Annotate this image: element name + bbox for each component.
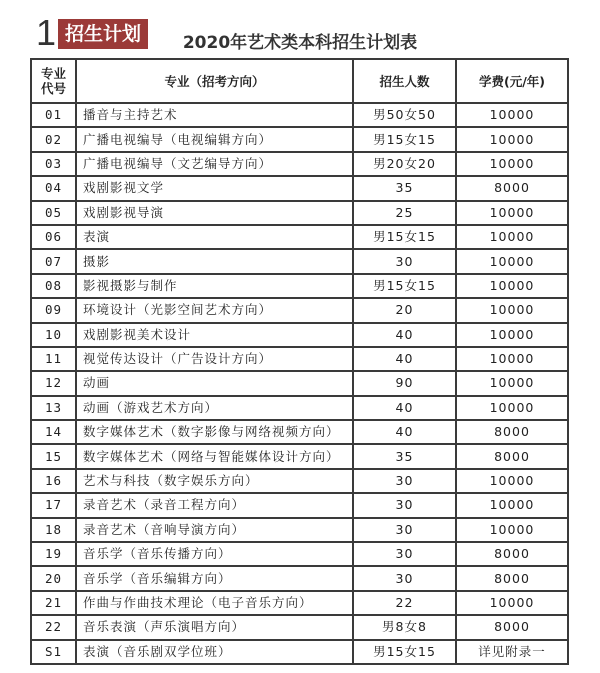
table-row <box>31 518 568 542</box>
cell-count: 40 <box>353 420 456 444</box>
cell-fee: 10000 <box>456 591 568 615</box>
cell-fee: 8000 <box>456 444 568 468</box>
table-row <box>31 396 568 420</box>
cell-major: 影视摄影与制作 <box>76 274 353 298</box>
cell-fee: 10000 <box>456 225 568 249</box>
header-fee: 学费(元/年) <box>456 59 568 103</box>
table-row <box>31 493 568 517</box>
cell-major: 动画 <box>76 371 353 395</box>
cell-code: 01 <box>31 103 76 127</box>
cell-major: 戏剧影视美术设计 <box>76 323 353 347</box>
table-row <box>31 201 568 225</box>
cell-count: 30 <box>353 518 456 542</box>
cell-code: 04 <box>31 176 76 200</box>
table-row <box>31 469 568 493</box>
cell-major: 作曲与作曲技术理论（电子音乐方向） <box>76 591 353 615</box>
cell-code: 13 <box>31 396 76 420</box>
section-heading <box>36 12 148 53</box>
cell-count: 20 <box>353 298 456 322</box>
cell-count: 男15女15 <box>353 274 456 298</box>
cell-fee: 10000 <box>456 274 568 298</box>
cell-count: 男20女20 <box>353 152 456 176</box>
cell-major: 视觉传达设计（广告设计方向） <box>76 347 353 371</box>
cell-fee: 详见附录一 <box>456 640 568 664</box>
table-row <box>31 371 568 395</box>
cell-count: 40 <box>353 323 456 347</box>
cell-count: 30 <box>353 493 456 517</box>
cell-count: 35 <box>353 444 456 468</box>
cell-count: 30 <box>353 249 456 273</box>
cell-code: 18 <box>31 518 76 542</box>
cell-fee: 8000 <box>456 176 568 200</box>
cell-major: 音乐表演（声乐演唱方向） <box>76 615 353 639</box>
cell-code: S1 <box>31 640 76 664</box>
cell-code: 10 <box>31 323 76 347</box>
section-badge: 招生计划 <box>58 19 148 49</box>
cell-code: 16 <box>31 469 76 493</box>
cell-code: 07 <box>31 249 76 273</box>
cell-fee: 10000 <box>456 347 568 371</box>
cell-count: 男15女15 <box>353 640 456 664</box>
table-row <box>31 591 568 615</box>
cell-count: 90 <box>353 371 456 395</box>
cell-fee: 10000 <box>456 127 568 151</box>
cell-major: 摄影 <box>76 249 353 273</box>
cell-major: 播音与主持艺术 <box>76 103 353 127</box>
cell-code: 17 <box>31 493 76 517</box>
cell-fee: 10000 <box>456 152 568 176</box>
table-row <box>31 225 568 249</box>
cell-count: 30 <box>353 469 456 493</box>
cell-major: 数字媒体艺术（网络与智能媒体设计方向） <box>76 444 353 468</box>
cell-fee: 10000 <box>456 298 568 322</box>
cell-major: 录音艺术（录音工程方向） <box>76 493 353 517</box>
cell-count: 25 <box>353 201 456 225</box>
cell-code: 08 <box>31 274 76 298</box>
cell-major: 音乐学（音乐传播方向） <box>76 542 353 566</box>
table-row <box>31 347 568 371</box>
table-row <box>31 420 568 444</box>
cell-major: 戏剧影视导演 <box>76 201 353 225</box>
cell-fee: 10000 <box>456 103 568 127</box>
cell-major: 艺术与科技（数字娱乐方向） <box>76 469 353 493</box>
cell-count: 男15女15 <box>353 127 456 151</box>
cell-fee: 10000 <box>456 469 568 493</box>
cell-major: 数字媒体艺术（数字影像与网络视频方向） <box>76 420 353 444</box>
cell-fee: 10000 <box>456 518 568 542</box>
cell-code: 03 <box>31 152 76 176</box>
cell-count: 30 <box>353 566 456 590</box>
cell-major: 环境设计（光影空间艺术方向） <box>76 298 353 322</box>
cell-major: 广播电视编导（电视编辑方向） <box>76 127 353 151</box>
header-major: 专业（招考方向） <box>76 59 353 103</box>
header-count: 招生人数 <box>353 59 456 103</box>
cell-code: 05 <box>31 201 76 225</box>
cell-code: 11 <box>31 347 76 371</box>
cell-code: 02 <box>31 127 76 151</box>
cell-count: 男15女15 <box>353 225 456 249</box>
table-row <box>31 176 568 200</box>
table-row <box>31 127 568 151</box>
cell-fee: 10000 <box>456 371 568 395</box>
cell-major: 录音艺术（音响导演方向） <box>76 518 353 542</box>
table-row <box>31 298 568 322</box>
table-row <box>31 640 568 664</box>
cell-code: 19 <box>31 542 76 566</box>
page-title: 2020年艺术类本科招生计划表 <box>182 33 418 53</box>
cell-fee: 10000 <box>456 323 568 347</box>
cell-fee: 10000 <box>456 396 568 420</box>
cell-count: 40 <box>353 347 456 371</box>
table-row <box>31 323 568 347</box>
cell-code: 21 <box>31 591 76 615</box>
cell-fee: 10000 <box>456 249 568 273</box>
cell-count: 男8女8 <box>353 615 456 639</box>
cell-major: 戏剧影视文学 <box>76 176 353 200</box>
table-row <box>31 249 568 273</box>
cell-count: 40 <box>353 396 456 420</box>
cell-fee: 8000 <box>456 566 568 590</box>
table-row <box>31 103 568 127</box>
cell-fee: 10000 <box>456 201 568 225</box>
cell-code: 06 <box>31 225 76 249</box>
cell-count: 男50女50 <box>353 103 456 127</box>
cell-code: 22 <box>31 615 76 639</box>
table-row <box>31 615 568 639</box>
table-row <box>31 274 568 298</box>
cell-count: 30 <box>353 542 456 566</box>
cell-fee: 10000 <box>456 493 568 517</box>
cell-major: 表演 <box>76 225 353 249</box>
cell-code: 09 <box>31 298 76 322</box>
header-code-line2: 代号 <box>40 81 66 96</box>
cell-major: 动画（游戏艺术方向） <box>76 396 353 420</box>
section-number: 1 <box>36 12 57 53</box>
table-header-row <box>31 59 568 103</box>
table-row <box>31 152 568 176</box>
header-code-line1: 专业 <box>40 66 66 81</box>
cell-major: 音乐学（音乐编辑方向） <box>76 566 353 590</box>
table-row <box>31 444 568 468</box>
cell-major: 广播电视编导（文艺编导方向） <box>76 152 353 176</box>
cell-fee: 8000 <box>456 542 568 566</box>
cell-fee: 8000 <box>456 420 568 444</box>
cell-code: 15 <box>31 444 76 468</box>
cell-code: 14 <box>31 420 76 444</box>
cell-count: 22 <box>353 591 456 615</box>
cell-major: 表演（音乐剧双学位班） <box>76 640 353 664</box>
table-row <box>31 566 568 590</box>
cell-code: 12 <box>31 371 76 395</box>
table-row <box>31 542 568 566</box>
cell-count: 35 <box>353 176 456 200</box>
cell-fee: 8000 <box>456 615 568 639</box>
header-code <box>31 59 76 103</box>
admission-plan-table <box>30 58 569 665</box>
cell-code: 20 <box>31 566 76 590</box>
